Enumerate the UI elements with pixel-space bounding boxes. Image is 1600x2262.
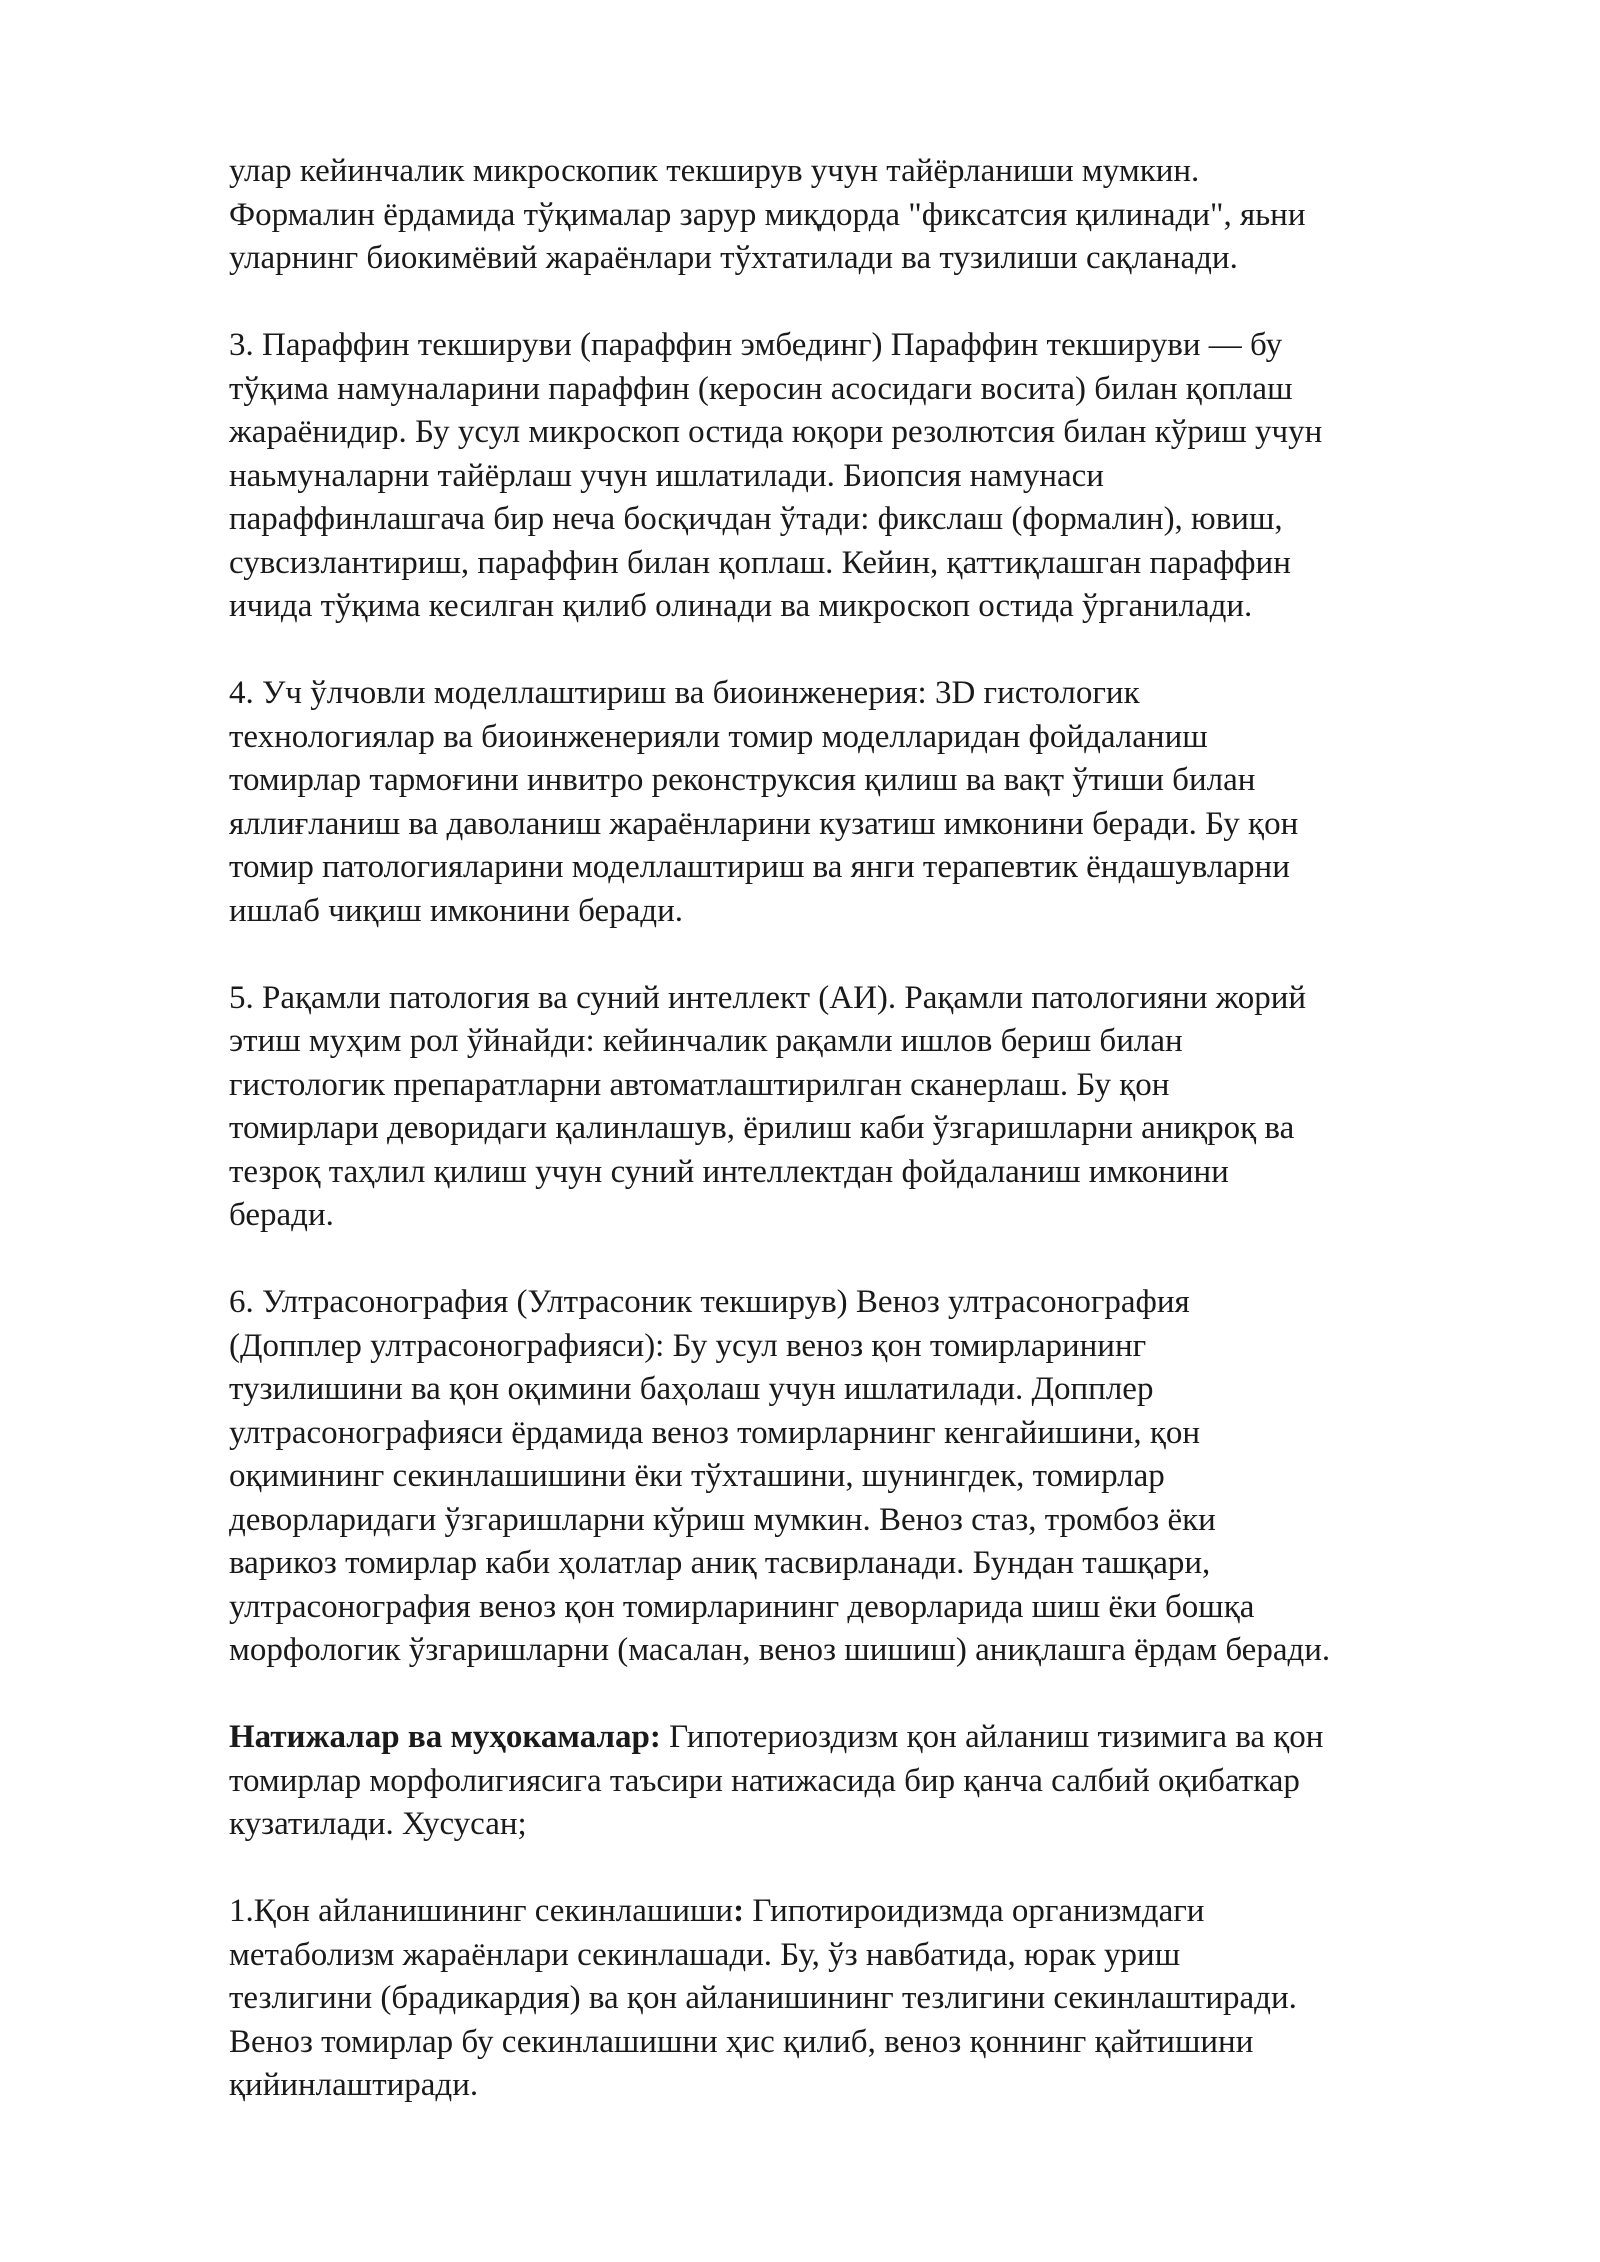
text-line: этиш муҳим рол ўйнайди: кейинчалик рақамли ишлов бериш билан [229,1023,1183,1059]
text-line: Веноз томирлар бу секинлашишни ҳис қилиб, веноз қоннинг қайтишини [229,2023,1254,2060]
text-line: оқимининг секинлашишини ёки тўхташини, шунингдек, томирлар [229,1458,1165,1494]
text-line [229,1890,1509,1934]
text-line: қийинлаштиради. [229,2067,479,2103]
text-line: томир патологияларини моделлаштириш ва янги терапевтик ёндашувларни [229,849,1290,885]
text-line: томирлари деворидаги қалинлашув, ёрилиш каби ўзгаришларни аниқроқ ва [229,1110,1295,1146]
text-line: тезлигини (брадикардия) ва қон айланишининг тезлигини секинлаштиради. [229,1980,1297,2016]
text-line [229,1716,1509,1760]
text-line: жараёнидир. Бу усул микроскоп остида юқори резолютсия билан кўриш учун [229,414,1323,450]
paragraph-paraffin [229,324,1509,629]
text-line: технологиялар ва биоинженерияли томир моделларидан фойдаланиш [229,718,1208,755]
text-line: 3. Параффин текшируви (параффин эмбединг) Параффин текшируви — бу [229,327,1283,363]
circulation-text: Гипотироидизмда организмдаги [744,1893,1205,1929]
document-page [229,150,1509,2151]
circulation-colon: : [733,1893,745,1929]
text-line: сувсизлантириш, параффин билан қоплаш. Кейин, қаттиқлашган параффин [229,544,1291,581]
text-line: беради. [229,1197,334,1233]
text-line: ултрасонография веноз қон томирларининг деворларида шиш ёки бошқа [229,1588,1255,1625]
text-line: томирлар тармоғини инвитро реконструксия қилиш ва вақт ўтиши билан [229,762,1256,798]
paragraph-ultrasonography [229,1281,1509,1673]
results-heading: Натижалар ва муҳокамалар: [229,1719,661,1755]
text-line: гистологик препаратларни автоматлаштирилган сканерлаш. Бу қон [229,1066,1170,1103]
text-line: наьмуналарни тайёрлаш учун ишлатилади. Биопсия намунаси [229,457,1104,494]
text-line: 5. Рақамли патология ва суний интеллект (АИ). Рақамли патологияни жорий [229,979,1307,1016]
text-line: ишлаб чиқиш имконини беради. [229,892,683,929]
paragraph-fixation [229,150,1509,281]
text-line: тузилишини ва қон оқимини баҳолаш учун ишлатилади. Допплер [229,1371,1154,1407]
text-line: параффинлашгача бир неча босқичдан ўтади: фикслаш (формалин), ювиш, [229,501,1283,537]
paragraph-3d-modeling [229,672,1509,933]
text-line: тўқима намуналарини параффин (керосин асосидаги восита) билан қоплаш [229,370,1293,407]
paragraph-results [229,1716,1509,1847]
results-text: Гипотериоздизм қон айланиш тизимига ва қон [660,1719,1324,1755]
text-line: метаболизм жараёнлари секинлашади. Бу, ўз навбатида, юрак уриш [229,1936,1181,1973]
text-line: 4. Уч ўлчовли моделлаштириш ва биоинженерия: 3D гистологик [229,675,1140,711]
text-line: 6. Ултрасонография (Ултрасоник текширув) Веноз ултрасонография [229,1284,1190,1320]
circulation-heading: 1.Қон айланишининг секинлашиши [229,1893,734,1929]
text-line: тезроқ таҳлил қилиш учун суний интеллектдан фойдаланиш имконини [229,1153,1229,1190]
text-line: морфологик ўзгаришларни (масалан, веноз шишиш) аниқлашга ёрдам беради. [229,1632,1331,1668]
text-line: варикоз томирлар каби ҳолатлар аниқ тасвирланади. Бундан ташқари, [229,1545,1211,1581]
text-line: деворларидаги ўзгаришларни кўриш мумкин. Веноз стаз, тромбоз ёки [229,1501,1216,1538]
text-line: (Допплер ултрасонографияси): Бу усул веноз қон томирларининг [229,1327,1147,1364]
text-line: Формалин ёрдамида тўқималар зарур миқдорда "фиксатсия қилинади", яьни [229,196,1306,233]
text-line: яллиғланиш ва даволаниш жараёнларини кузатиш имконини беради. Бу қон [229,805,1299,842]
text-line: томирлар морфолигиясига таъсири натижасида бир қанча салбий оқибаткар [229,1762,1300,1799]
text-line: ултрасонографияси ёрдамида веноз томирларнинг кенгайишини, қон [229,1414,1201,1451]
text-line: уларнинг биокимёвий жараёнлари тўхтатилади ва тузилиши сақланади. [229,240,1238,276]
text-line: ичида тўқима кесилган қилиб олинади ва микроскоп остида ўрганилади. [229,588,1253,624]
paragraph-circulation-slowdown [229,1890,1509,2108]
text-line: кузатилади. Хусусан; [229,1806,527,1842]
text-line: улар кейинчалик микроскопик текширув учун тайёрланиши мумкин. [229,153,1200,189]
paragraph-digital-pathology [229,977,1509,1238]
